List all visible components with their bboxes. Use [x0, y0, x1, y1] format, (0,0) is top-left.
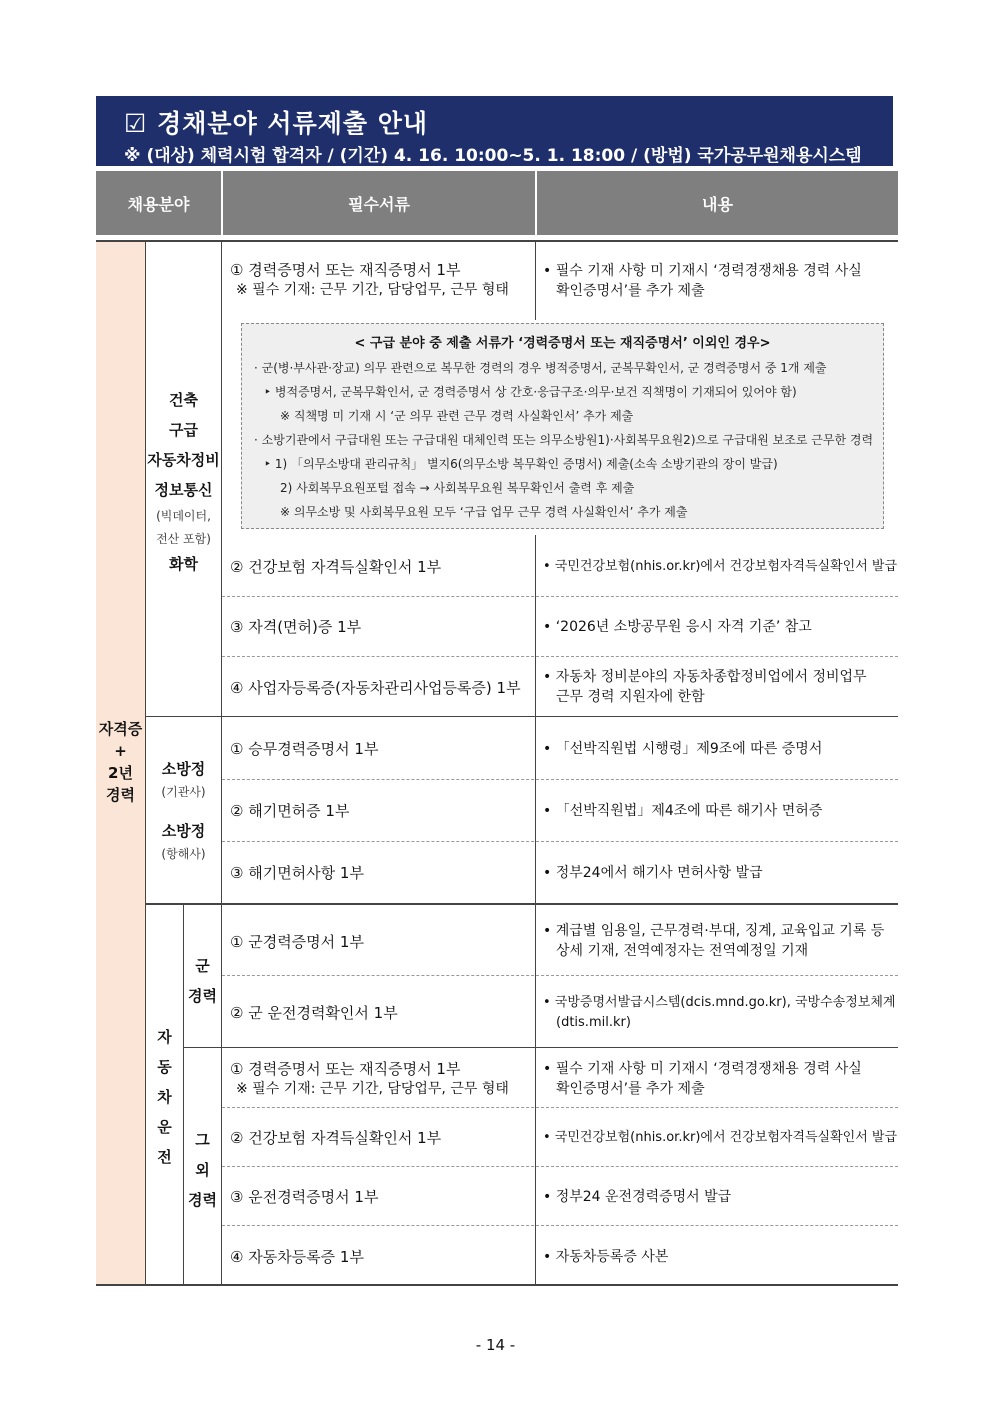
group-separator — [145, 903, 898, 905]
row-separator — [222, 841, 898, 842]
field-note: 전산 포함) — [156, 532, 211, 546]
field-label: 소방정 — [161, 822, 206, 840]
field-label: 차 — [157, 1088, 172, 1106]
content-item: • 정부24 운전경력증명서 발급 — [543, 1189, 732, 1205]
doc-item: ④ 자동차등록증 1부 — [230, 1248, 364, 1266]
note-line: ‣ 병적증명서, 군복무확인서, 군 경력증명서 상 간호·응급구조·의무·보건 직책명이 기재되어 있어야 함) — [264, 385, 797, 399]
doc-item: ② 건강보험 자격득실확인서 1부 — [230, 1129, 442, 1147]
group1-note — [146, 505, 221, 551]
note-line: ※ 직책명 미 기재 시 ‘군 의무 관련 근무 경력 사실확인서’ 추가 제출 — [280, 409, 634, 423]
field-label: 정보통신 — [154, 481, 213, 499]
category-line: + — [114, 742, 127, 760]
row-separator — [222, 779, 898, 780]
field-label: 화학 — [169, 555, 198, 573]
content-item: • 자동차등록증 사본 — [543, 1249, 669, 1265]
content-line: • 국방증명서발급시스템(dcis.mnd.go.kr), 국방수송정보체계 — [543, 995, 896, 1010]
content-line: 상세 기재, 전역예정자는 전역예정일 기재 — [556, 943, 809, 959]
note-line: · 소방기관에서 구급대원 또는 구급대원 대체인력 또는 의무소방원1)·사회복무요원2)으로 구급대원 보조로 근무한 경력 — [254, 433, 874, 447]
content-line: 근무 경력 지원자에 한함 — [556, 689, 705, 705]
banner-title: ☑ 경채분야 서류제출 안내 — [124, 109, 429, 138]
content-item: • 「선박직원법」제4조에 따른 해기사 면허증 — [543, 803, 823, 819]
content-line: • 필수 기재 사항 미 기재시 ‘경력경쟁채용 경력 사실 — [543, 263, 862, 279]
note-box — [241, 323, 884, 529]
group1-labels — [146, 385, 221, 505]
row-separator — [222, 975, 898, 976]
page-number: - 14 - — [475, 1336, 516, 1354]
doc-note: ※ 필수 기재: 근무 기간, 담당업무, 근무 형태 — [236, 1081, 509, 1097]
category-line: 경력 — [106, 786, 135, 804]
content-item — [543, 993, 895, 1033]
doc-item: ③ 자격(면허)증 1부 — [230, 618, 362, 636]
title-banner — [96, 96, 893, 166]
divider — [535, 242, 536, 320]
group-separator — [183, 1047, 898, 1048]
banner-subtitle: ※ (대상) 체력시험 합격자 / (기간) 4. 16. 10:00~5. 1. 18:00 / (방법) 국가공무원채용시스템 — [124, 146, 862, 166]
category-line: 2년 — [108, 764, 133, 782]
field-label: 전 — [157, 1148, 172, 1166]
content-item: • 국민건강보험(nhis.or.kr)에서 건강보험자격득실확인서 발급 — [543, 1130, 898, 1145]
header-documents: 필수서류 — [223, 171, 535, 235]
doc-item: ① 군경력증명서 1부 — [230, 933, 364, 951]
doc-item: ② 군 운전경력확인서 1부 — [230, 1004, 398, 1022]
note-line: · 군(병·부사관·장교) 의무 관련으로 복무한 경력의 경우 병적증명서, 군복무확인서, 군 경력증명서 중 1개 제출 — [254, 361, 827, 375]
divider — [221, 242, 222, 1284]
header-content: 내용 — [537, 171, 898, 235]
content-item — [543, 261, 862, 301]
field-note: (항해사) — [161, 847, 206, 861]
group3-label — [146, 1022, 183, 1172]
subgroup-label — [184, 1125, 221, 1215]
category-line: 자격증 — [98, 720, 143, 738]
header-field: 채용분야 — [96, 171, 221, 235]
subgroup-label — [184, 951, 221, 1011]
field-label: 군 — [195, 957, 210, 975]
group-separator — [145, 716, 898, 717]
row-separator — [222, 656, 898, 657]
field-label: 구급 — [169, 421, 198, 439]
divider — [535, 535, 536, 1284]
doc-item: ③ 해기면허사항 1부 — [230, 864, 364, 882]
content-line: 확인증명서’를 추가 제출 — [556, 283, 705, 299]
doc-item: ④ 사업자등록증(자동차관리사업등록증) 1부 — [230, 679, 521, 697]
content-item: • 정부24에서 해기사 면허사항 발급 — [543, 865, 763, 881]
doc-item: ② 해기면허증 1부 — [230, 802, 350, 820]
doc-item: ① 경력증명서 또는 재직증명서 1부 — [230, 1060, 461, 1078]
content-item — [543, 921, 884, 961]
field-label: 건축 — [169, 391, 198, 409]
content-line: • 계급별 임용일, 근무경력·부대, 징계, 교육입교 기록 등 — [543, 923, 885, 939]
field-label: 외 — [195, 1161, 210, 1179]
content-line: • 필수 기재 사항 미 기재시 ‘경력경쟁채용 경력 사실 — [543, 1061, 862, 1077]
field-label: 운 — [157, 1118, 172, 1136]
content-line: • 자동차 정비분야의 자동차종합정비업에서 정비업무 — [543, 669, 867, 685]
doc-item: ① 승무경력증명서 1부 — [230, 740, 379, 758]
field-label: 자동차정비 — [147, 451, 220, 469]
group2-labels — [146, 758, 221, 862]
content-item: • ‘2026년 소방공무원 응시 자격 기준’ 참고 — [543, 619, 812, 635]
content-item — [543, 667, 867, 707]
content-line: 확인증명서’를 추가 제출 — [556, 1081, 705, 1097]
note-line: 2) 사회복무요원포털 접속 → 사회복무요원 복무확인서 출력 후 제출 — [280, 481, 635, 495]
note-line: ‣ 1) 「의무소방대 관리규칙」 별지6(의무소방 복무확인 증명서) 제출(소속 소방기관의 장이 발급) — [264, 457, 778, 471]
content-item: • 국민건강보험(nhis.or.kr)에서 건강보험자격득실확인서 발급 — [543, 559, 898, 574]
doc-item: ② 건강보험 자격득실확인서 1부 — [230, 558, 442, 576]
field-label: 소방정 — [161, 760, 206, 778]
table-bottom-rule — [96, 1284, 898, 1286]
doc-note: ※ 필수 기재: 근무 기간, 담당업무, 근무 형태 — [236, 282, 509, 298]
field-note: (빅데이터, — [156, 509, 211, 523]
field-note: (기관사) — [161, 785, 206, 799]
field-label: 자 — [157, 1028, 172, 1046]
doc-item: ③ 운전경력증명서 1부 — [230, 1188, 379, 1206]
note-box-title: < 구급 분야 중 제출 서류가 ‘경력증명서 또는 재직증명서’ 이외인 경우> — [354, 336, 771, 351]
note-line: ※ 의무소방 및 사회복무요원 모두 ‘구급 업무 근무 경력 사실확인서’ 추가 제출 — [280, 505, 688, 519]
row-separator — [222, 596, 898, 597]
field-label: 그 — [195, 1131, 210, 1149]
category-label — [96, 718, 145, 806]
row-separator — [222, 1107, 898, 1108]
content-item — [543, 1059, 862, 1099]
field-label: 경력 — [188, 987, 217, 1005]
field-label: 동 — [157, 1058, 172, 1076]
doc-item: ① 경력증명서 또는 재직증명서 1부 — [230, 261, 461, 279]
field-label: 경력 — [188, 1191, 217, 1209]
row-separator — [222, 1225, 898, 1226]
table-top-rule — [96, 240, 898, 242]
content-item: • 「선박직원법 시행령」제9조에 따른 증명서 — [543, 741, 823, 757]
content-line: (dtis.mil.kr) — [556, 1015, 631, 1030]
row-separator — [222, 1166, 898, 1167]
